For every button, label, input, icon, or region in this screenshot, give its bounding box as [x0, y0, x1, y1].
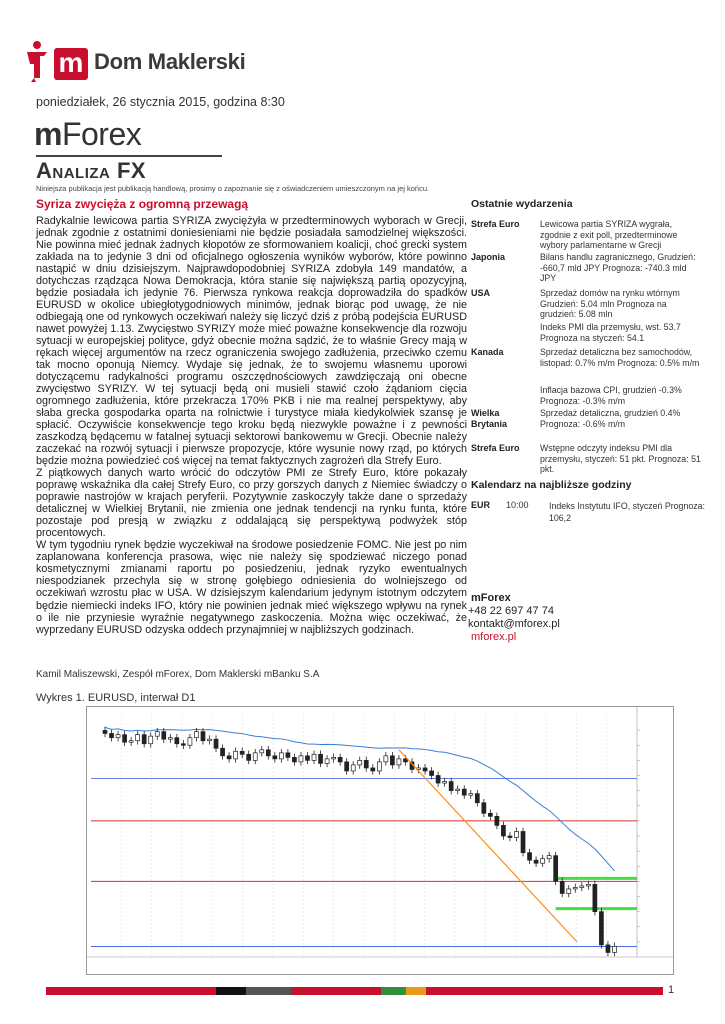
- candle-body: [573, 887, 577, 889]
- event-country: Strefa Euro: [471, 219, 520, 229]
- candle-body: [110, 733, 114, 737]
- candle-body: [188, 738, 192, 746]
- candle-body: [142, 735, 146, 744]
- candle-body: [279, 753, 283, 759]
- event-text: Sprzedaż detaliczna, grudzień 0.4% Prognoza: -0.6% m/m: [540, 408, 681, 429]
- article-body: [36, 215, 467, 636]
- chart-caption: Wykres 1. EURUSD, interwał D1: [36, 692, 196, 704]
- contact-website-link[interactable]: mforex.pl: [471, 631, 517, 643]
- candle-body: [149, 736, 153, 744]
- candle-body: [168, 738, 172, 740]
- candle-body: [312, 754, 316, 760]
- title-divider: [36, 155, 222, 157]
- events-title: Ostatnie wydarzenia: [471, 198, 573, 210]
- candle-body: [430, 771, 434, 776]
- article-paragraph: W tym tygodniu rynek będzie wyczekiwał na środowe posiedzenie FOMC. Nie jest po nim zaplanowana konferencja prasowa, więc nie należy się spodziewać niczego ponad kosmetycznymi zmianami raportu po posiedzeniu, jednak ryzyko ewentualnych niespodzianek przechyla się w stronę gołębiego odniesienia do wolniejszego od oczekiwań wzrostu płac w USA. W dzisiejszym kalendarium jedynym istotnym odczytem będzie niemiecki indeks IFO, który nie powinien jednak mieć większego wpływu na rynek o ile nie przyniesie wyraźnie negatywnego zaskoczenia. Można więc oczekiwać, że wyprzedany EURUSD odzyska oddech przynajmniej w najbliższych godzinach.: [36, 539, 467, 636]
- candle-body: [155, 732, 159, 737]
- candle-body: [305, 756, 309, 761]
- event-country: Strefa Euro: [471, 443, 520, 453]
- candle-body: [299, 756, 303, 762]
- candle-body: [103, 730, 107, 733]
- candle-body: [371, 768, 375, 771]
- event-country: Kanada: [471, 347, 504, 357]
- candle-body: [593, 884, 597, 911]
- candle-body: [390, 756, 394, 765]
- candle-body: [521, 831, 525, 852]
- candle-body: [345, 762, 349, 771]
- candle-body: [358, 760, 362, 765]
- candle-body: [319, 754, 323, 763]
- candle-body: [253, 753, 257, 761]
- mforex-title: [34, 116, 141, 153]
- candle-body: [364, 760, 368, 768]
- candle-body: [129, 741, 133, 743]
- candle-body: [541, 859, 545, 864]
- candle-body: [475, 794, 479, 803]
- eurusd-chart: [86, 706, 674, 975]
- candle-body: [286, 753, 290, 758]
- candle-body: [534, 860, 538, 863]
- candle-body: [482, 803, 486, 814]
- contact-phone: +48 22 697 47 74: [468, 605, 554, 617]
- section-title: Analiza FX: [36, 158, 147, 183]
- candle-body: [325, 759, 329, 764]
- candle-body: [436, 776, 440, 784]
- candle-body: [247, 754, 251, 760]
- candle-body: [136, 735, 140, 741]
- event-country: Wielka Brytania: [471, 408, 508, 429]
- event-text: Wstępne odczyty indeksu PMI dla przemysłu, styczeń: 51 pkt. Prognoza: 51 pkt.: [540, 443, 701, 474]
- candle-body: [116, 735, 120, 738]
- contact-title: mForex: [471, 592, 511, 604]
- candle-body: [514, 831, 518, 837]
- candle-body: [606, 945, 610, 953]
- moving-average-line: [105, 727, 614, 871]
- candle-body: [547, 856, 551, 859]
- mforex-rest: Forex: [61, 116, 142, 152]
- event-text: Sprzedaż domów na rynku wtórnym Grudzień: 5.04 mln Prognoza na grudzień: 5.08 mln: [540, 288, 680, 319]
- candle-body: [214, 739, 218, 748]
- candle-body: [292, 757, 296, 762]
- candle-body: [469, 794, 473, 796]
- candle-body: [528, 853, 532, 861]
- candle-body: [351, 765, 355, 771]
- candle-body: [384, 756, 388, 762]
- candle-body: [227, 756, 231, 759]
- event-text: Indeks PMI dla przemysłu, wst. 53.7 Prognoza na styczeń: 54.1: [540, 322, 681, 343]
- candle-body: [462, 789, 466, 795]
- event-country: USA: [471, 288, 491, 298]
- publication-date: poniedziałek, 26 stycznia 2015, godzina 8:30: [36, 95, 285, 109]
- candle-body: [377, 762, 381, 771]
- candle-body: [443, 782, 447, 784]
- candle-body: [260, 750, 264, 753]
- calendar-title: Kalendarz na najbliższe godziny: [471, 479, 632, 491]
- candle-body: [554, 856, 558, 882]
- candle-body: [201, 732, 205, 741]
- page-number: 1: [668, 984, 675, 996]
- candle-body: [456, 789, 460, 791]
- calendar-currency: EUR: [471, 500, 491, 510]
- article-paragraph: Radykalnie lewicowa partia SYRIZA zwyciężyła w przedterminowych wyborach w Grecji, jednak zgodnie z ostatnimi doniesieniami nie będzie posiadała samodzielnej większości. Nie powinna mieć jednak żadnych kłopotów ze sformowaniem koalicji, choć grecki system zakłada na to jedynie 3 dni od oficjalnego ogłoszenia wyników wyborów, które powinno nastąpić w dniu dzisiejszym. Najprawdopodobniej SYRIZA zdobyła 149 mandatów, a dotychczas rządząca Nowa Demokracja, która stanie się największą partią opozycyjną, będzie posiadała ich jedynie 76. Pierwsza rynkowa reakcja doprowadziła do spadków EURUSD w okolice ubiegłotygodniowych minimów, jednak biorąc pod uwagę, że nie odbiegają one od rynkowych oczekiwań należy się liczyć dziś z próbą podejścia EURUSD nawet powyżej 1.13. Zwycięstwo SYRIZY może mieć poważne konsekwencje dla rozwoju sytuacji w europejskiej polityce, gdyż obecnie można sądzić, że to właśnie Grecy mają w rękach więcej argumentów na rzecz ograniczenia swojego zadłużenia, przeciwko czemu tak mocno oponują Niemcy. Wydaje się jednak, że to swojemu własnemu uporowi dotyczącemu radykalności programu oszczędnościowych zawdzięczają oni obecne zwycięstwo SYRIZY. W tej sytuacji będą oni musieli stawić czoło żądaniom cięcia ogromnego zadłużenia, które przekracza 170% PKB i nie ma realnej perspektywy, aby słaba grecka gospodarka oparta na rolnictwie i turystyce miała kiedykolwiek szansę je spłacić. Oczywiście konsekwencje tego kroku będą niezwykle poważne i z pewności zaszkodzą będącemu w fatalnej sytuacji sektorowi bankowemu w Grecji. Obecnie należy zaczekać na rozwój sytuacji i pierwsze propozycje, które wysunie nowy rząd, po których będzie można powiedzieć coś więcej na temat faktycznych zagrożeń dla Strefy Euro.: [36, 215, 467, 468]
- event-text: Bilans handlu zagranicznego, Grudzień: -660,7 mld JPY Prognoza: -740.3 mld JPY: [540, 252, 696, 283]
- event-text: Sprzedaż detaliczna bez samochodów, listopad: 0.7% m/m Prognoza: 0.5% m/m: [540, 347, 700, 368]
- candle-body: [273, 756, 277, 759]
- candle-body: [423, 768, 427, 771]
- event-text: Lewicowa partia SYRIZA wygrała, zgodnie z exit poll, przedterminowe wybory parlamentarne w Grecji: [540, 219, 678, 250]
- candle-body: [560, 881, 564, 893]
- candle-body: [580, 886, 584, 888]
- candle-body: [240, 751, 244, 754]
- chart-canvas: [87, 707, 673, 974]
- event-text: Inflacja bazowa CPI, grudzień -0.3% Prognoza: -0.3% m/m: [540, 385, 682, 406]
- candle-body: [234, 751, 238, 759]
- calendar-time: 10:00: [506, 500, 529, 510]
- candle-body: [612, 946, 616, 952]
- article-signature: Kamil Maliszewski, Zespół mForex, Dom Maklerski mBanku S.A: [36, 669, 320, 680]
- article-paragraph: Z piątkowych danych warto wrócić do odczytów PMI ze Strefy Euro, które pokazały poprawę wskaźnika dla całej Strefy Euro, co przy gorszych danych z Niemiec świadczy o poprawie nastrojów w krajach peryferii. Pozytywnie zaskoczyły także dane o sprzedaży detalicznej w Wielkiej Brytanii, nie zmienia one jednak tendencji na rynku funta, które pozostaje pod presją w związku z oddalającą się perspektywą podwyżek stóp procentowych.: [36, 467, 467, 540]
- candle-body: [181, 744, 185, 746]
- candle-body: [567, 889, 571, 894]
- footer-color-bar: [46, 987, 663, 995]
- candle-body: [338, 757, 342, 762]
- disclaimer: Niniejsza publikacja jest publikacją handlową, prosimy o zapoznanie się z oświadczeniem umieszczonym na jej końcu.: [36, 184, 430, 193]
- candle-body: [586, 884, 590, 886]
- article-headline: Syriza zwycięża z ogromną przewagą: [36, 197, 249, 211]
- calendar-event: Indeks Instytutu IFO, styczeń Prognoza: 106,2: [549, 501, 705, 523]
- contact-email[interactable]: kontakt@mforex.pl: [468, 618, 560, 630]
- candle-body: [488, 813, 492, 816]
- candle-body: [332, 757, 336, 759]
- candle-body: [194, 732, 198, 738]
- event-country: Japonia: [471, 252, 506, 262]
- candle-body: [221, 748, 225, 756]
- candle-body: [599, 912, 603, 945]
- candle-body: [449, 782, 453, 791]
- candle-body: [162, 732, 166, 740]
- candle-body: [508, 836, 512, 838]
- candle-body: [397, 759, 401, 765]
- brand-name: Dom Maklerski: [94, 49, 246, 74]
- candle-body: [495, 816, 499, 825]
- candle-body: [175, 738, 179, 744]
- candle-body: [266, 750, 270, 756]
- brand-logo-mark: m: [54, 48, 88, 80]
- candle-body: [208, 739, 212, 741]
- mforex-prefix: m: [34, 116, 62, 152]
- candle-body: [123, 735, 127, 743]
- candle-body: [501, 825, 505, 836]
- candle-body: [403, 759, 407, 762]
- logo-figure-icon: [22, 40, 52, 82]
